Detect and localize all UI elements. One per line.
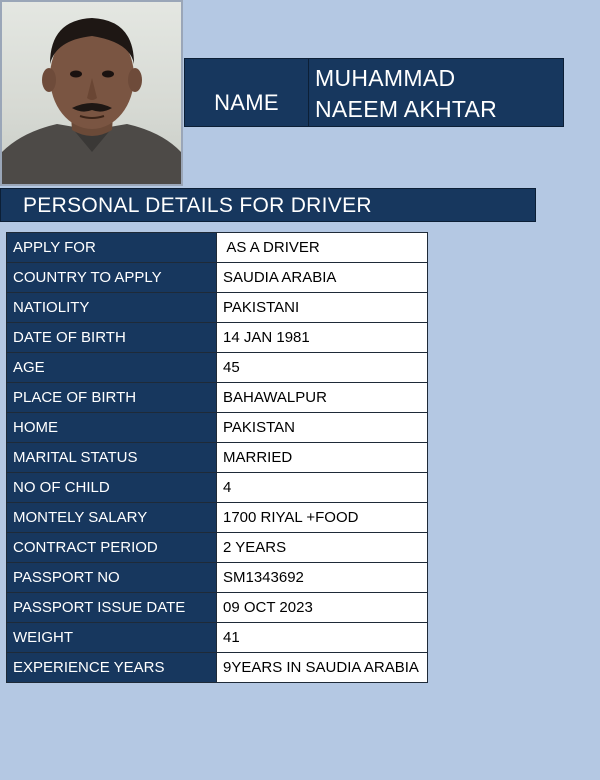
field-value: 41 [217, 623, 428, 653]
field-value: 4 [217, 473, 428, 503]
field-value: AS A DRIVER [217, 233, 428, 263]
table-row [7, 533, 428, 563]
profile-photo [0, 0, 183, 186]
table-row [7, 263, 428, 293]
field-label: AGE [7, 353, 217, 383]
field-value: 2 YEARS [217, 533, 428, 563]
table-row [7, 653, 428, 683]
name-label: NAME [185, 59, 309, 126]
applicant-name-line2: NAEEM AKHTAR [315, 96, 498, 122]
field-label: CONTRACT PERIOD [7, 533, 217, 563]
name-header [184, 58, 564, 127]
field-label: HOME [7, 413, 217, 443]
field-label: NO OF CHILD [7, 473, 217, 503]
field-label: NATIOLITY [7, 293, 217, 323]
field-value: SAUDIA ARABIA [217, 263, 428, 293]
field-label: PLACE OF BIRTH [7, 383, 217, 413]
field-value: PAKISTANI [217, 293, 428, 323]
applicant-name-line1: MUHAMMAD [315, 65, 456, 91]
table-row [7, 233, 428, 263]
field-value: MARRIED [217, 443, 428, 473]
field-label: WEIGHT [7, 623, 217, 653]
table-row [7, 353, 428, 383]
field-value: SM1343692 [217, 563, 428, 593]
field-label: MARITAL STATUS [7, 443, 217, 473]
field-label: PASSPORT NO [7, 563, 217, 593]
personal-details-table [6, 232, 428, 683]
applicant-name [315, 63, 559, 125]
field-value: 14 JAN 1981 [217, 323, 428, 353]
field-value: 9YEARS IN SAUDIA ARABIA [217, 653, 428, 683]
table-row [7, 383, 428, 413]
table-row [7, 293, 428, 323]
field-value: 45 [217, 353, 428, 383]
field-value: 09 OCT 2023 [217, 593, 428, 623]
table-row [7, 503, 428, 533]
section-title: PERSONAL DETAILS FOR DRIVER [0, 188, 536, 222]
field-label: EXPERIENCE YEARS [7, 653, 217, 683]
table-row [7, 473, 428, 503]
table-row [7, 413, 428, 443]
field-label: PASSPORT ISSUE DATE [7, 593, 217, 623]
field-label: COUNTRY TO APPLY [7, 263, 217, 293]
table-row [7, 443, 428, 473]
table-row [7, 563, 428, 593]
field-label: APPLY FOR [7, 233, 217, 263]
field-value: BAHAWALPUR [217, 383, 428, 413]
table-row [7, 623, 428, 653]
field-label: MONTELY SALARY [7, 503, 217, 533]
person-portrait-icon [2, 2, 181, 184]
field-value: 1700 RIYAL +FOOD [217, 503, 428, 533]
table-row [7, 593, 428, 623]
table-row [7, 323, 428, 353]
field-label: DATE OF BIRTH [7, 323, 217, 353]
field-value: PAKISTAN [217, 413, 428, 443]
